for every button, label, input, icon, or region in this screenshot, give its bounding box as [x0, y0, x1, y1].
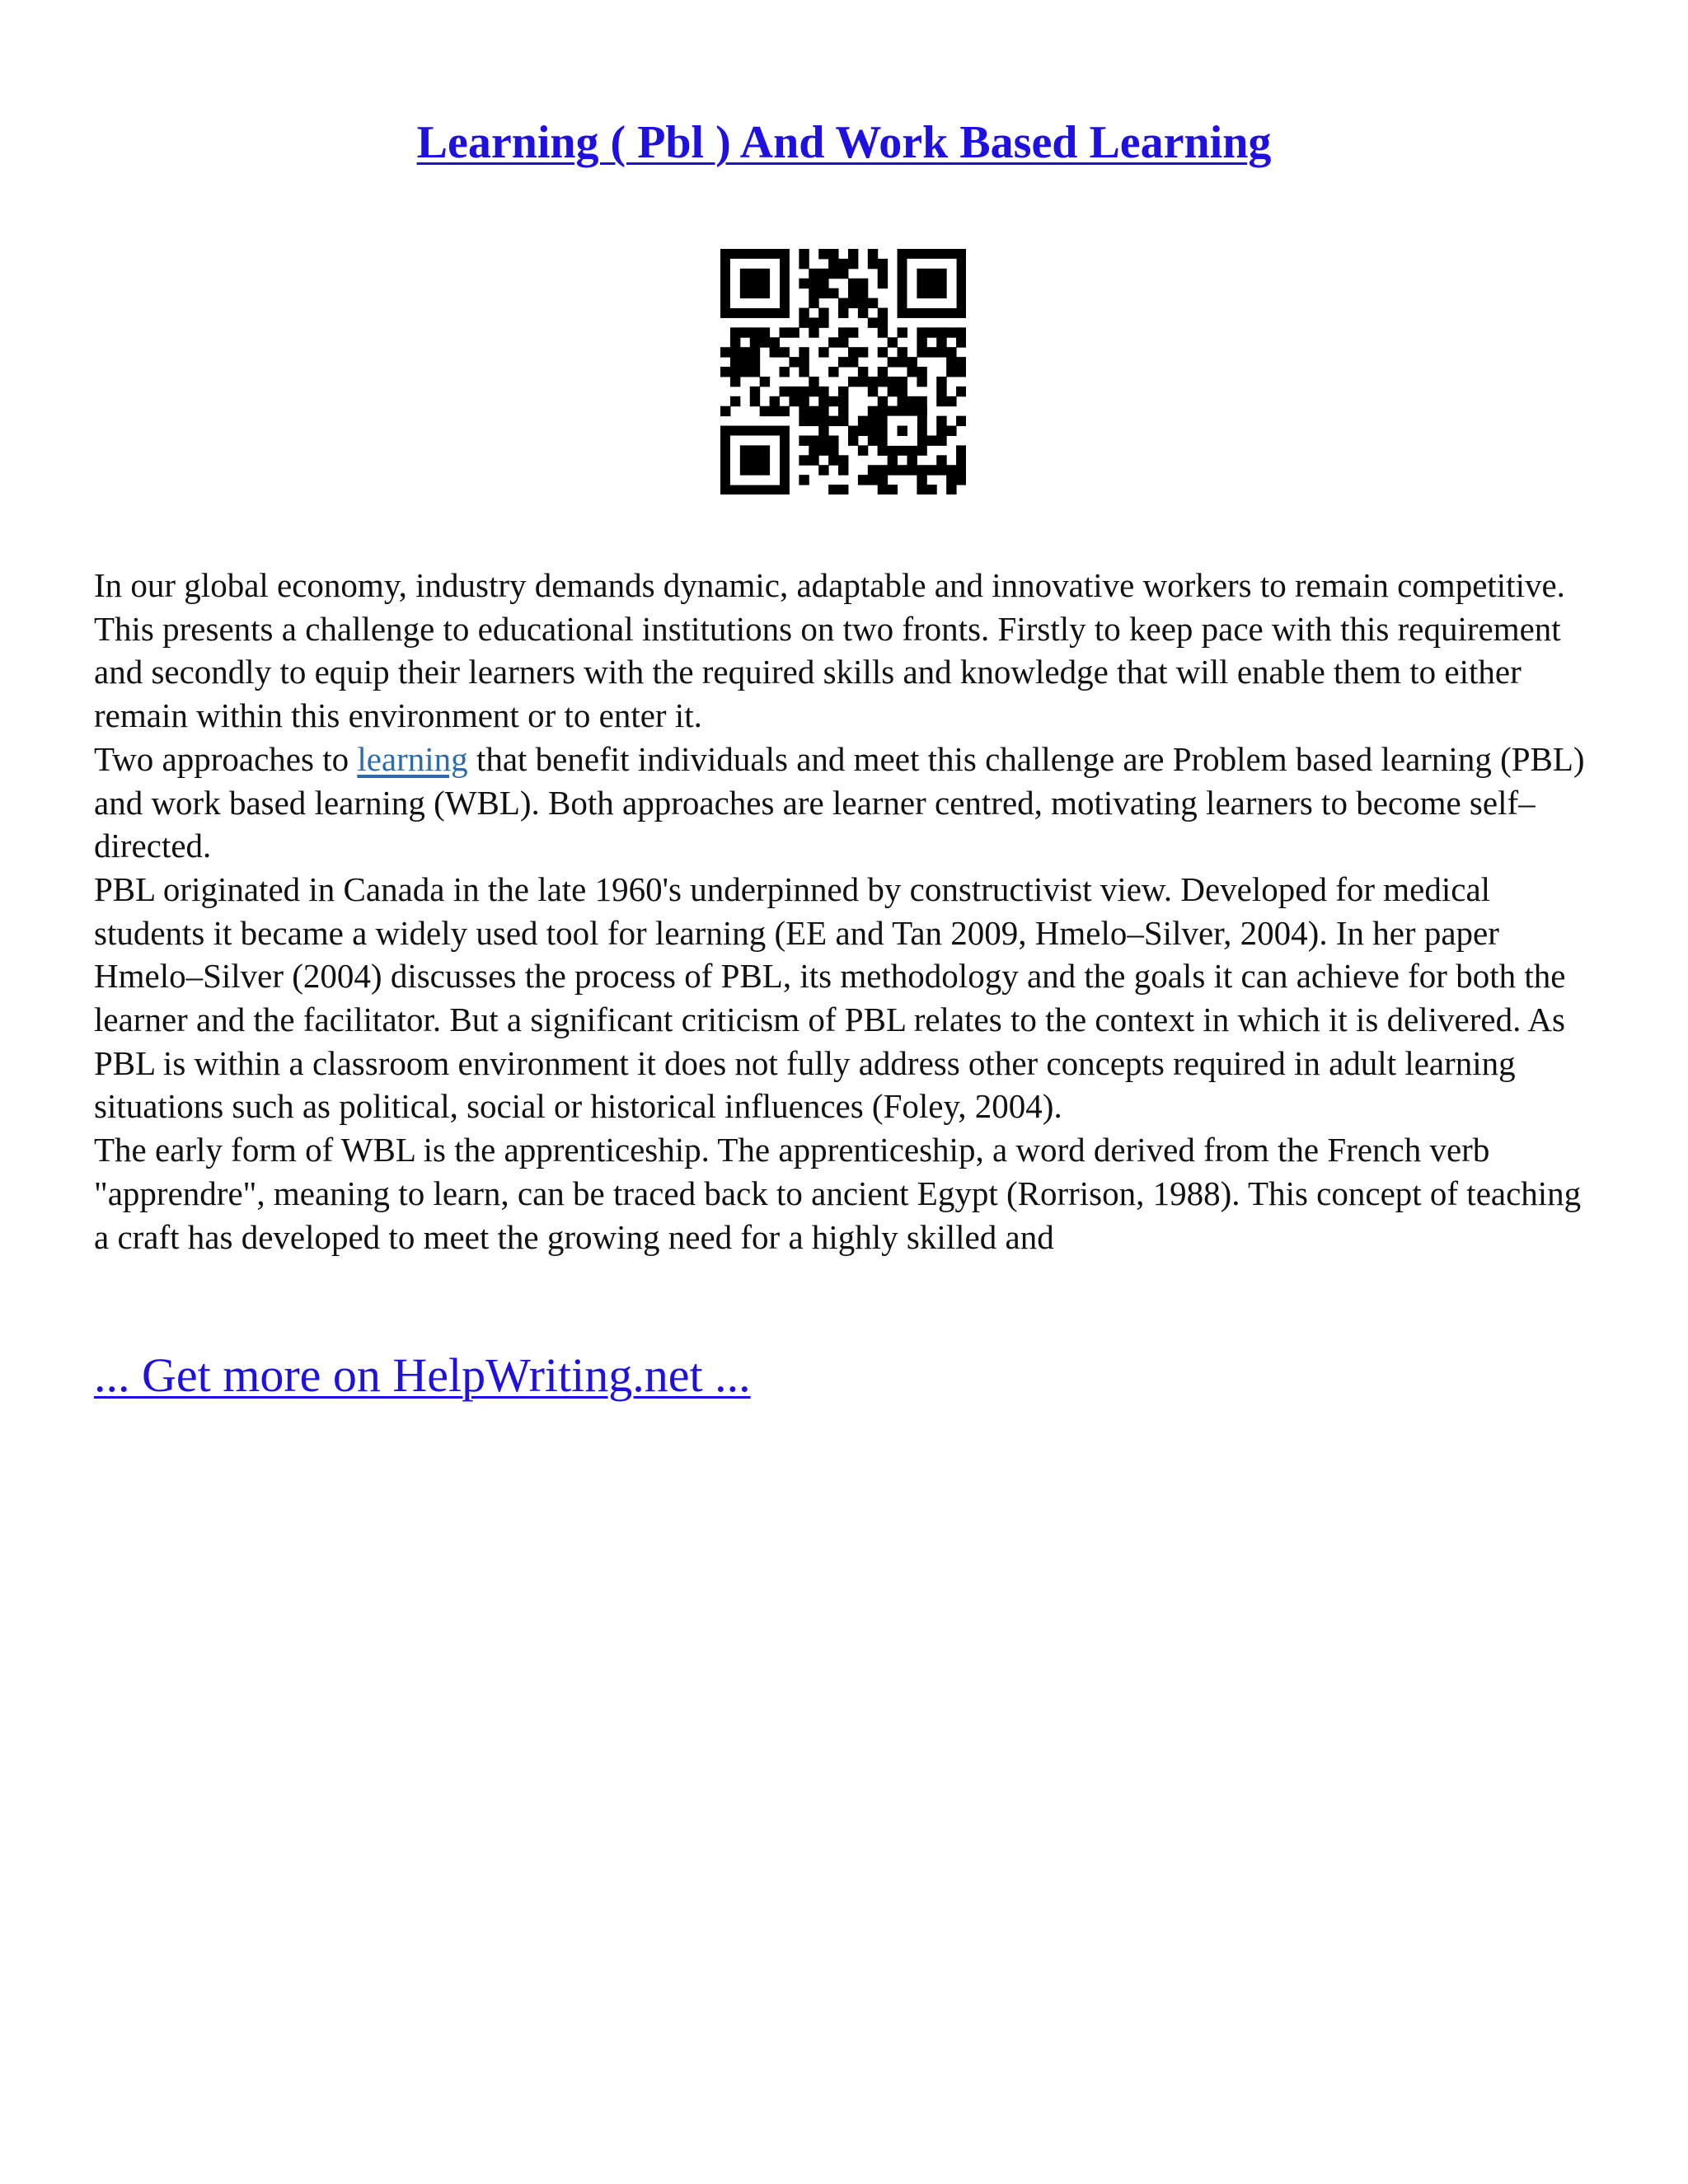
- paragraph-2: [94, 738, 1602, 868]
- paragraph-1: In our global economy, industry demands dynamic, adaptable and innovative workers to remain competitive. This presents a challenge to educational institutions on two fronts. Firstly to keep pace with this requirement and secondly to equip their learners with the required skills and knowledge that will enable them to either remain within this environment or to enter it.: [94, 566, 1565, 735]
- paragraph-2-start: Two approaches to: [94, 739, 358, 778]
- paragraph-3: PBL originated in Canada in the late 1960's underpinned by constructivist view. Developed for medical students it became a widely used tool for learning (EE and Tan 2009, Hmelo–Silver, 2004). In her paper Hmelo–Silver (2004) discusses the process of PBL, its methodology and the goals it can achieve for both the learner and the facilitator. But a significant criticism of PBL relates to the context in which it is delivered. As PBL is within a classroom environment it does not fully address other concepts required in adult learning situations such as political, social or historical influences (Foley, 2004).: [94, 869, 1566, 1126]
- get-more-link[interactable]: ... Get more on HelpWriting.net ...: [94, 1348, 751, 1402]
- document-title: [0, 114, 1688, 171]
- more-link-line: [94, 1347, 751, 1404]
- title-link[interactable]: Learning ( Pbl ) And Work Based Learning: [416, 117, 1272, 168]
- document-body: [94, 564, 1602, 1258]
- paragraph-2-end: that benefit individuals and meet this challenge are Problem based learning (PBL) and work based learning (WBL). Both approaches are learner centred, motivating learners to become self– directed.: [94, 739, 1585, 865]
- paragraph-4: The early form of WBL is the apprenticeship. The apprenticeship, a word derived from the French verb "apprendre", meaning to learn, can be traced back to ancient Egypt (Rorrison, 1988). This concept of teaching a craft has developed to meet the growing need for a highly skilled and: [94, 1131, 1582, 1256]
- learning-link[interactable]: learning: [357, 739, 468, 778]
- qr-code-icon: [720, 249, 966, 494]
